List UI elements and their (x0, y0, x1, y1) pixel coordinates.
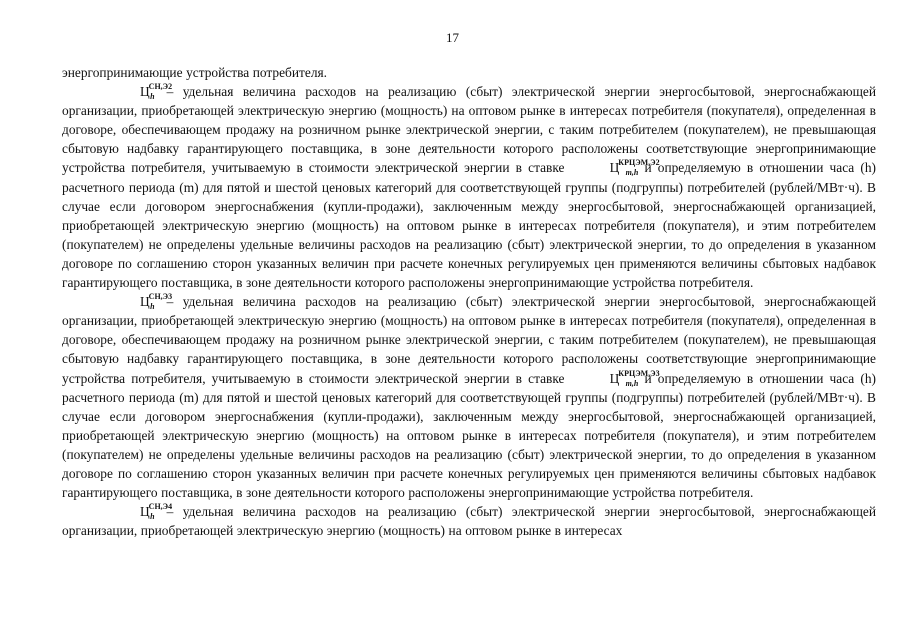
definition-text-part2: и определяемую в отношении часа (h) расчетного периода (m) для пятой и шестой ценовых категорий для соответствующей группы (подгруппы) потребителей (рублей/МВт·ч). В случае если договором энергоснабжения (купли-продажи), заключенным между энергосбытовой, энергоснабжающей организацией, приобретающей электрическую энергию (мощность) на оптовом рынке в интересах потребителя (покупателя), и этим потребителем (покупателем) не определены удельные величины расходов на реализацию (сбыт) электрической энергии, то до определения в указанном договоре по соглашению сторон указанных величин при расчете конечных регулируемых цен применяются величины сбытовых надбавок гарантирующего поставщика, в зоне деятельности которого расположены энергопринимающие устройства потребителя. (62, 160, 876, 291)
definition-paragraph (62, 82, 876, 292)
symbol-tariff-e3: $Ц^{СН,Э3}_h$ (140, 292, 173, 312)
definition-text-part1: – удельная величина расходов на реализацию (сбыт) электрической энергии энергосбытовой, энергоснабжающей организации, приобретающей электрическую энергию (мощность) на оптовом рынке в интересах (62, 504, 876, 539)
definition-paragraph (62, 502, 876, 540)
definition-paragraph (62, 292, 876, 502)
page-body (62, 63, 876, 540)
definition-text-part1: – удельная величина расходов на реализацию (сбыт) электрической энергии энергосбытовой, энергоснабжающей организации, приобретающей электрическую энергию (мощность) на оптовом рынке в интересах потребителя (покупателя), определенная в договоре, обеспечивающем продажу на розничном рынке электрической энергии, с таким потребителем (покупателем), не превышающая сбытовую надбавку гарантирующего поставщика, в зоне деятельности которого расположены соответствующие энергопринимающие устройства потребителя, учитываемую в стоимости электрической энергии в ставке (62, 84, 876, 176)
top-line: энергопринимающие устройства потребителя. (62, 65, 328, 80)
symbol-tariff-e2: $Ц^{СН,Э2}_h$ (140, 82, 173, 102)
symbol-tariff-e4: $Ц^{СН,Э4}_h$ (140, 502, 173, 522)
definition-text-part1: – удельная величина расходов на реализацию (сбыт) электрической энергии энергосбытовой, энергоснабжающей организации, приобретающей электрическую энергию (мощность) на оптовом рынке в интересах потребителя (покупателя), определенная в договоре, обеспечивающем продажу на розничном рынке электрической энергии, с таким потребителем (покупателем), не превышающая сбытовую надбавку гарантирующего поставщика, в зоне деятельности которого расположены соответствующие энергопринимающие устройства потребителя, учитываемую в стоимости электрической энергии в ставке (62, 294, 876, 386)
symbol-krcem-e2: $Ц^{КРЦЭМ,Э2}_{m,h}$ (609, 158, 660, 178)
symbol-krcem-e3: $Ц^{КРЦЭМ,Э3}_{m,h}$ (609, 368, 660, 388)
definition-text-part2: и определяемую в отношении часа (h) расчетного периода (m) для пятой и шестой ценовых категорий для соответствующей группы (подгруппы) потребителей (рублей/МВт·ч). В случае если договором энергоснабжения (купли-продажи), заключенным между энергосбытовой, энергоснабжающей организацией, приобретающей электрическую энергию (мощность) на оптовом рынке в интересах потребителя (покупателя), и этим потребителем (покупателем) не определены удельные величины расходов на реализацию (сбыт) электрической энергии, то до определения в указанном договоре по соглашению сторон указанных величин при расчете конечных регулируемых цен применяются величины сбытовых надбавок гарантирующего поставщика, в зоне деятельности которого расположены энергопринимающие устройства потребителя. (62, 370, 876, 501)
page-number: 17 (446, 30, 459, 45)
